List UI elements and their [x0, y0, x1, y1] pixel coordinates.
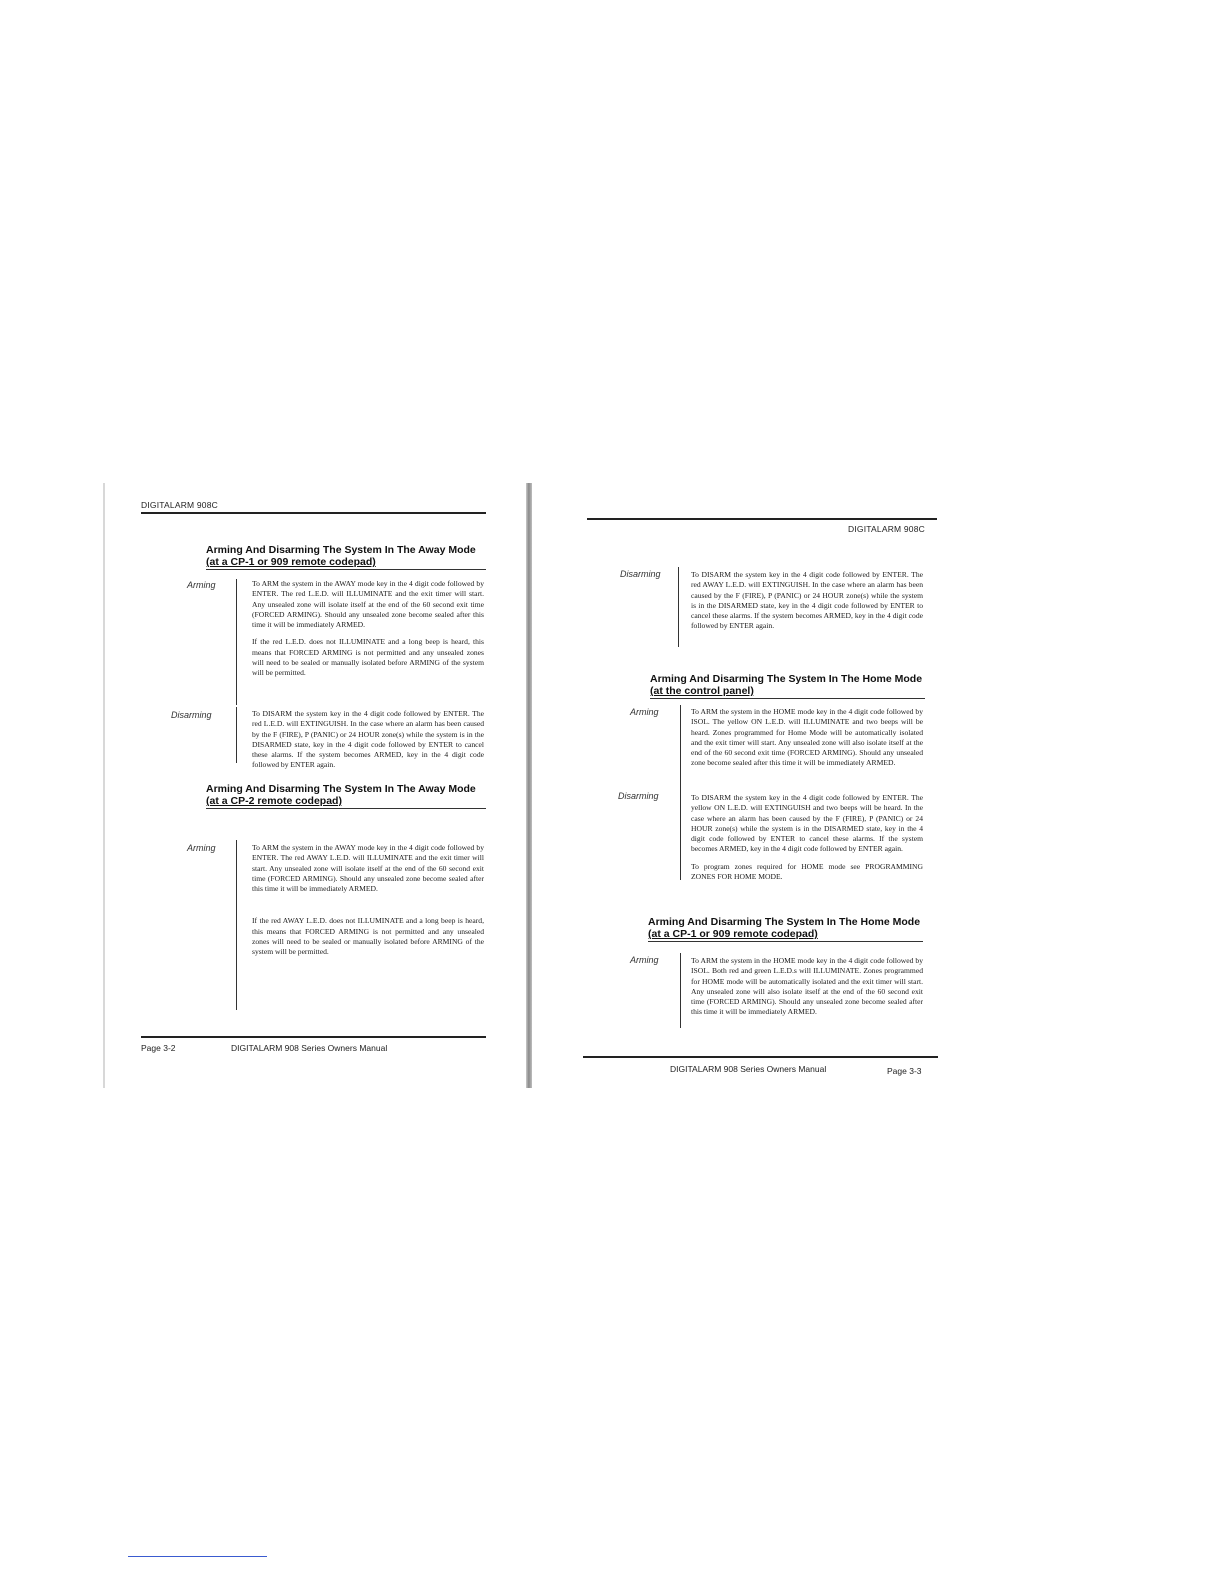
- right-page: [530, 483, 951, 1088]
- section-rule: [650, 698, 925, 699]
- body-text: [252, 579, 484, 686]
- margin-bar: [236, 707, 237, 763]
- margin-bar: [680, 953, 681, 1028]
- section-title: Arming And Disarming The System In The Home Mode: [648, 916, 921, 928]
- section-subtitle: (at a CP-2 remote codepad): [206, 795, 342, 807]
- side-label-disarming: Disarming: [620, 569, 661, 579]
- section-subtitle: (at a CP-1 or 909 remote codepad): [206, 556, 376, 568]
- paragraph: To ARM the system in the HOME mode key in the 4 digit code followed by ISOL. Both red and green L.E.D.s will ILLUMINATE. Zones programmed for HOME mode will be automatically isolated and the exit timer will start. Any unsealed zone will also isolate itself at the end of the 60 second exit time (FORCED ARMING). Should any unsealed zone become sealed after this time it will be immediately ARMED.: [691, 956, 923, 1017]
- scanned-spread: [103, 483, 951, 1088]
- side-label-arming: Arming: [630, 707, 659, 717]
- margin-bar: [678, 567, 679, 647]
- side-label-disarming: Disarming: [618, 791, 659, 801]
- left-footer-rule: [141, 1036, 486, 1038]
- right-footer-title: DIGITALARM 908 Series Owners Manual: [670, 1064, 827, 1074]
- body-text: [691, 707, 923, 776]
- right-header-rule: [587, 518, 937, 520]
- left-page-number: Page 3-2: [141, 1043, 176, 1053]
- body-text: [691, 570, 923, 639]
- section-title: Arming And Disarming The System In The Home Mode: [650, 673, 923, 685]
- left-footer-title: DIGITALARM 908 Series Owners Manual: [231, 1043, 388, 1053]
- margin-bar: [680, 705, 681, 880]
- right-page-number: Page 3-3: [887, 1066, 922, 1076]
- margin-bar: [236, 840, 237, 1010]
- body-text: [252, 843, 484, 965]
- paragraph: To ARM the system in the AWAY mode key in the 4 digit code followed by ENTER. The red AWAY L.E.D. will ILLUMINATE and the exit timer will start. Any unsealed zone will isolate itself at the end of the 60 second exit time (FORCED ARMING). Should any unsealed zone become sealed after this time it will be immediately ARMED.: [252, 843, 484, 894]
- side-label-arming: Arming: [630, 955, 659, 965]
- section-title: Arming And Disarming The System In The Away Mode: [206, 544, 476, 556]
- body-text: [691, 793, 923, 889]
- paragraph: To ARM the system in the HOME mode key in the 4 digit code followed by ISOL. The yellow ON L.E.D. will ILLUMINATE and two beeps will be heard. Zones programmed for Home Mode will be automatically isolated and the exit timer will start. Any unsealed zone will also isolate itself at the end of the 60 second exit time (FORCED ARMING). Should any unsealed zone become sealed after this time it will be immediately ARMED.: [691, 707, 923, 768]
- section-heading: [206, 783, 496, 807]
- side-label-disarming: Disarming: [171, 710, 212, 720]
- left-page: [103, 483, 523, 1088]
- section-heading: [650, 673, 940, 697]
- section-heading: [206, 544, 496, 568]
- paragraph: To program zones required for HOME mode see PROGRAMMING ZONES FOR HOME MODE.: [691, 861, 923, 882]
- margin-bar: [236, 579, 237, 705]
- right-page-header: DIGITALARM 908C: [848, 524, 926, 534]
- side-label-arming: Arming: [187, 843, 216, 853]
- paragraph: To DISARM the system key in the 4 digit code followed by ENTER. The red L.E.D. will EXTINGUISH. In the case where an alarm has been caused by the F (FIRE), P (PANIC) or 24 HOUR zone(s) while the system is in the DISARMED state, key in the 4 digit code followed by ENTER to cancel these alarms. If the system becomes ARMED, key in the 4 digit code followed by ENTER again.: [252, 709, 484, 770]
- body-text: [252, 709, 484, 778]
- right-footer-rule: [583, 1056, 938, 1058]
- section-subtitle: (at a CP-1 or 909 remote codepad): [648, 928, 818, 940]
- section-rule: [206, 569, 486, 570]
- section-heading: [648, 916, 938, 940]
- section-title: Arming And Disarming The System In The Away Mode: [206, 783, 476, 795]
- paragraph: To ARM the system in the AWAY mode key in the 4 digit code followed by ENTER. The red L.E.D. will ILLUMINATE and the exit timer will start. Any unsealed zone will isolate itself at the end of the 60 second exit time (FORCED ARMING). Should any unsealed zone become sealed after this time it will be immediately ARMED.: [252, 579, 484, 630]
- left-page-header: DIGITALARM 908C: [141, 500, 219, 510]
- side-label-arming: Arming: [187, 580, 216, 590]
- section-subtitle: (at the control panel): [650, 685, 754, 697]
- paragraph: If the red AWAY L.E.D. does not ILLUMINATE and a long beep is heard, this means that FORCED ARMING is not permitted and any unsealed zones will need to be sealed or manually isolated before ARMING of the system will be permitted.: [252, 916, 484, 957]
- left-header-rule: [141, 512, 486, 514]
- paragraph: To DISARM the system key in the 4 digit code followed by ENTER. The yellow ON L.E.D. will EXTINGUISH and two beeps will be heard. In the case where an alarm has been caused by the F (FIRE), P (PANIC) or 24 HOUR zone(s) while the system is in the DISARMED state, key in the 4 digit code followed by ENTER to cancel these alarms. If the system becomes ARMED, key in the 4 digit code followed by ENTER again.: [691, 793, 923, 854]
- section-rule: [648, 941, 923, 942]
- section-rule: [206, 808, 486, 809]
- stray-blue-line: [128, 1556, 267, 1557]
- paragraph: To DISARM the system key in the 4 digit code followed by ENTER. The red AWAY L.E.D. will EXTINGUISH. In the case where an alarm has been caused by the F (FIRE), P (PANIC) or 24 HOUR zone(s) while the system is in the DISARMED state, key in the 4 digit code followed by ENTER to cancel these alarms. If the system becomes ARMED, key in the 4 digit code followed by ENTER again.: [691, 570, 923, 631]
- paragraph: If the red L.E.D. does not ILLUMINATE and a long beep is heard, this means that FORCED ARMING is not permitted and any unsealed zones will need to be sealed or manually isolated before ARMING of the system will be permitted.: [252, 637, 484, 678]
- body-text: [691, 956, 923, 1025]
